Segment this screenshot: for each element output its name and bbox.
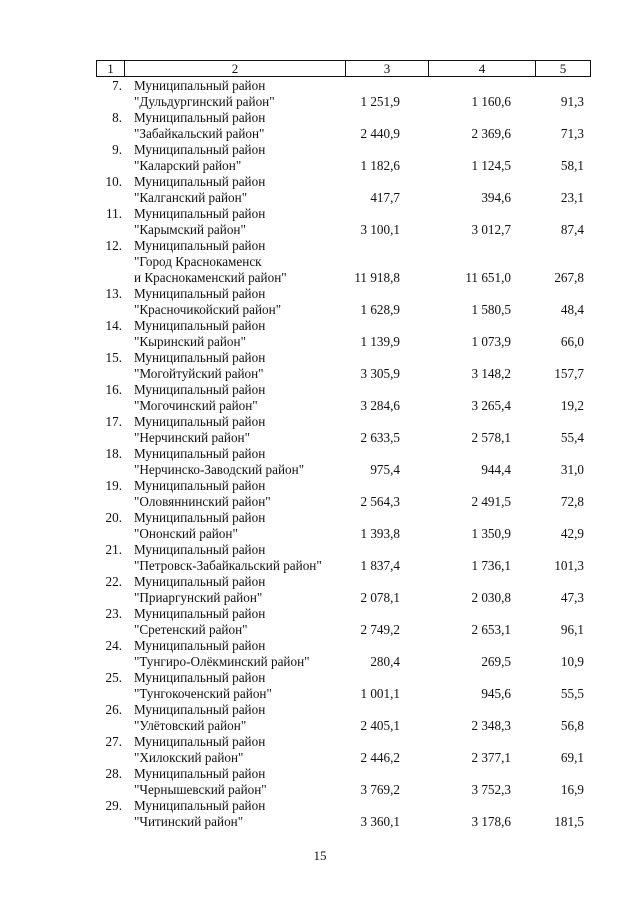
table-row [96,798,590,830]
district-name-line: "Чернышевский район" [134,782,267,797]
table-row [96,478,590,510]
district-name-line: Муниципальный район [134,510,266,525]
value-column-3: 3 360,1 [360,814,400,829]
value-column-5: 55,4 [560,430,584,445]
district-name-line: "Хилокский район" [134,750,244,765]
district-name-line: Муниципальный район [134,206,266,221]
value-column-3: 1 628,9 [360,302,400,317]
district-name-line: "Петровск-Забайкальский район" [134,558,322,573]
value-column-3: 1 837,4 [360,558,400,573]
value-column-3: 1 251,9 [360,94,400,109]
value-column-3: 3 769,2 [360,782,400,797]
district-name-line: Муниципальный район [134,542,266,557]
value-column-4: 3 178,6 [471,814,511,829]
table-row [96,670,590,702]
district-name-line: Муниципальный район [134,318,266,333]
value-column-5: 69,1 [560,750,584,765]
column-header-2: 2 [125,61,346,77]
value-column-5: 181,5 [554,814,584,829]
value-column-3: 1 393,8 [360,526,400,541]
value-column-4: 11 651,0 [465,270,511,285]
table-row [96,766,590,798]
district-name-line: "Сретенский район" [134,622,248,637]
row-number: 21. [105,542,122,557]
value-column-4: 1 124,5 [471,158,511,173]
column-number-header [96,60,591,77]
district-name-line: Муниципальный район [134,382,266,397]
value-column-3: 2 440,9 [360,126,400,141]
table-row [96,574,590,606]
district-name-line: Муниципальный район [134,78,266,93]
table-row [96,414,590,446]
district-name-line: "Могойтуйский район" [134,366,264,381]
table-row [96,142,590,174]
district-name-line: "Читинский район" [134,814,244,829]
value-column-3: 2 633,5 [360,430,400,445]
district-name-line: "Карымский район" [134,222,246,237]
row-number: 25. [105,670,122,685]
value-column-5: 47,3 [560,590,584,605]
district-name-line: Муниципальный район [134,286,266,301]
table-row [96,446,590,478]
value-column-4: 2 377,1 [471,750,511,765]
district-name-line: "Тунгокоченский район" [134,686,272,701]
value-column-5: 56,8 [560,718,584,733]
value-column-3: 280,4 [370,654,400,669]
table-row [96,350,590,382]
row-number: 15. [105,350,122,365]
district-name [134,606,364,638]
district-name [134,414,364,446]
district-name [134,206,364,238]
table-row [96,382,590,414]
value-column-4: 2 369,6 [471,126,511,141]
district-name-line: "Приаргунский район" [134,590,263,605]
value-column-4: 944,4 [481,462,511,477]
district-name-line: Муниципальный район [134,766,266,781]
table-row [96,702,590,734]
district-name [134,174,364,206]
table-row [96,174,590,206]
district-name-line: "Тунгиро-Олёкминский район" [134,654,310,669]
value-column-3: 1 182,6 [360,158,400,173]
row-number: 12. [105,238,122,253]
district-name [134,542,364,574]
value-column-3: 417,7 [370,190,400,205]
value-column-3: 2 749,2 [360,622,400,637]
row-number: 18. [105,446,122,461]
table-row [96,638,590,670]
table-row [96,206,590,238]
district-name-line: Муниципальный район [134,734,266,749]
value-column-5: 16,9 [560,782,584,797]
district-name-line: Муниципальный район [134,670,266,685]
district-name-line: Муниципальный район [134,798,266,813]
row-number: 16. [105,382,122,397]
value-column-4: 1 736,1 [471,558,511,573]
district-name-line: Муниципальный район [134,702,266,717]
row-number: 20. [105,510,122,525]
value-column-5: 55,5 [560,686,584,701]
value-column-5: 58,1 [560,158,584,173]
district-name [134,798,364,830]
value-column-5: 267,8 [554,270,584,285]
row-number: 9. [112,142,122,157]
district-name [134,238,364,286]
district-name-line: "Каларский район" [134,158,242,173]
value-column-5: 87,4 [560,222,584,237]
row-number: 26. [105,702,122,717]
value-column-5: 91,3 [560,94,584,109]
value-column-4: 2 578,1 [471,430,511,445]
table-row [96,734,590,766]
district-name-line: "Ононский район" [134,526,238,541]
district-name-line: "Калганский район" [134,190,248,205]
value-column-3: 3 100,1 [360,222,400,237]
value-column-4: 1 073,9 [471,334,511,349]
district-name-line: "Улётовский район" [134,718,247,733]
row-number: 19. [105,478,122,493]
column-header-5: 5 [536,61,591,77]
district-name [134,286,364,318]
table-row [96,542,590,574]
value-column-3: 11 918,8 [354,270,400,285]
row-number: 28. [105,766,122,781]
district-name [134,78,364,110]
value-column-5: 19,2 [560,398,584,413]
district-name [134,478,364,510]
row-number: 7. [112,78,122,93]
table-row [96,110,590,142]
value-column-3: 975,4 [370,462,400,477]
district-name-line: "Нерчинский район" [134,430,250,445]
value-column-4: 2 030,8 [471,590,511,605]
district-name-line: Муниципальный район [134,142,266,157]
row-number: 13. [105,286,122,301]
district-name-line: Муниципальный район [134,350,266,365]
district-name [134,510,364,542]
district-name-line: "Город Краснокаменск [134,254,262,269]
value-column-5: 157,7 [554,366,584,381]
table-row [96,78,590,110]
value-column-4: 394,6 [481,190,511,205]
column-header-4: 4 [429,61,536,77]
district-name [134,702,364,734]
district-name [134,766,364,798]
column-header-3: 3 [346,61,429,77]
value-column-3: 2 446,2 [360,750,400,765]
value-column-4: 1 350,9 [471,526,511,541]
value-column-3: 3 305,9 [360,366,400,381]
district-name-line: "Дульдургинский район" [134,94,275,109]
value-column-5: 96,1 [560,622,584,637]
table-row [96,606,590,638]
value-column-4: 3 265,4 [471,398,511,413]
table-body [96,78,590,830]
column-header-1: 1 [97,61,125,77]
value-column-5: 71,3 [560,126,584,141]
row-number: 23. [105,606,122,621]
value-column-3: 1 001,1 [360,686,400,701]
row-number: 24. [105,638,122,653]
value-column-4: 1 580,5 [471,302,511,317]
value-column-3: 2 564,3 [360,494,400,509]
value-column-4: 3 752,3 [471,782,511,797]
row-number: 29. [105,798,122,813]
district-name [134,574,364,606]
district-name-line: Муниципальный район [134,606,266,621]
district-name-line: Муниципальный район [134,478,266,493]
value-column-5: 10,9 [560,654,584,669]
table-row [96,238,590,286]
value-column-3: 1 139,9 [360,334,400,349]
table-row [96,286,590,318]
row-number: 11. [106,206,122,221]
district-name-line: "Нерчинско-Заводский район" [134,462,305,477]
row-number: 17. [105,414,122,429]
value-column-5: 23,1 [560,190,584,205]
district-name-line: Муниципальный район [134,414,266,429]
district-name [134,350,364,382]
value-column-4: 945,6 [481,686,511,701]
district-name-line: "Могочинский район" [134,398,258,413]
value-column-4: 269,5 [481,654,511,669]
row-number: 27. [105,734,122,749]
district-name [134,382,364,414]
district-name-line: Муниципальный район [134,446,266,461]
district-name-line: "Забайкальский район" [134,126,265,141]
district-name [134,110,364,142]
district-name-line: Муниципальный район [134,638,266,653]
value-column-5: 72,8 [560,494,584,509]
row-number: 10. [105,174,122,189]
page-number: 15 [313,848,327,863]
value-column-5: 101,3 [554,558,584,573]
value-column-5: 42,9 [560,526,584,541]
value-column-3: 3 284,6 [360,398,400,413]
value-column-4: 2 653,1 [471,622,511,637]
district-name [134,142,364,174]
row-number: 8. [112,110,122,125]
district-name-line: "Кыринский район" [134,334,246,349]
table-row [96,510,590,542]
value-column-4: 3 148,2 [471,366,511,381]
value-column-5: 66,0 [560,334,584,349]
district-name-line: Муниципальный район [134,174,266,189]
row-number: 22. [105,574,122,589]
value-column-3: 2 405,1 [360,718,400,733]
value-column-4: 2 491,5 [471,494,511,509]
value-column-5: 48,4 [560,302,584,317]
value-column-4: 3 012,7 [471,222,511,237]
district-name-line: Муниципальный район [134,574,266,589]
table-row [96,318,590,350]
value-column-4: 2 348,3 [471,718,511,733]
row-number: 14. [105,318,122,333]
value-column-4: 1 160,6 [471,94,511,109]
district-name-line: "Оловяннинский район" [134,494,271,509]
value-column-3: 2 078,1 [360,590,400,605]
district-name-line: и Краснокаменский район" [134,270,287,285]
district-name-line: Муниципальный район [134,110,266,125]
value-column-5: 31,0 [560,462,584,477]
district-name-line: "Красночикойский район" [134,302,282,317]
district-name [134,638,364,670]
district-name-line: Муниципальный район [134,238,266,253]
district-name [134,670,364,702]
district-name [134,318,364,350]
district-name [134,734,364,766]
district-name [134,446,364,478]
